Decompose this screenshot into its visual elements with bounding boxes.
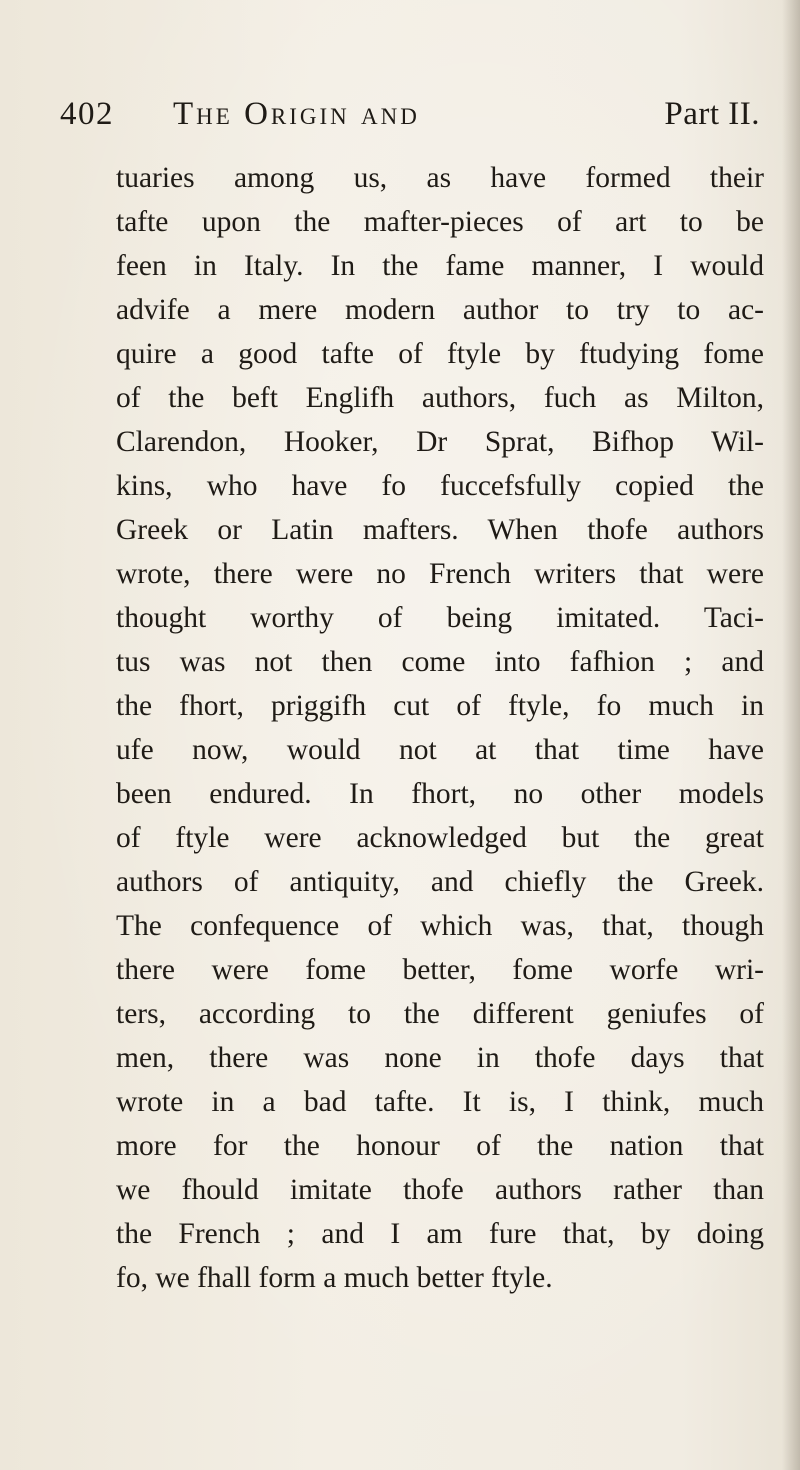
text-line: quire a good tafte of ftyle by ftudying fome [116, 338, 764, 370]
text-line: the French ; and I am fure that, by doing [116, 1218, 764, 1250]
text-line: tafte upon the mafter-pieces of art to be [116, 206, 764, 238]
body-text [116, 156, 764, 1300]
text-line: authors of antiquity, and chiefly the Greek. [116, 866, 764, 898]
text-line: feen in Italy. In the fame manner, I would [116, 250, 764, 282]
text-line: Clarendon, Hooker, Dr Sprat, Bifhop Wil- [116, 426, 764, 458]
text-line: more for the honour of the nation that [116, 1130, 764, 1162]
text-line: advife a mere modern author to try to ac- [116, 294, 764, 326]
text-line: tus was not then come into fafhion ; and [116, 646, 764, 678]
text-line: ufe now, would not at that time have [116, 734, 764, 766]
text-line: fo, we fhall form a much better ftyle. [116, 1262, 553, 1294]
text-line: there were fome better, fome worfe wri- [116, 954, 764, 986]
text-line: the fhort, priggifh cut of ftyle, fo much in [116, 690, 764, 722]
text-line: we fhould imitate thofe authors rather than [116, 1174, 764, 1206]
part-label: Part II. [664, 96, 760, 132]
page-edge-shadow [782, 0, 800, 1470]
text-line: Greek or Latin mafters. When thofe authors [116, 514, 764, 546]
text-line: thought worthy of being imitated. Taci- [116, 602, 764, 634]
text-line: The confequence of which was, that, though [116, 910, 764, 942]
text-line: tuaries among us, as have formed their [116, 162, 764, 194]
page-number: 402 [60, 96, 114, 132]
text-line: kins, who have fo fuccefsfully copied the [116, 470, 764, 502]
running-header [60, 96, 760, 140]
text-line: been endured. In fhort, no other models [116, 778, 764, 810]
text-line: wrote, there were no French writers that were [116, 558, 764, 590]
text-line: of ftyle were acknowledged but the great [116, 822, 764, 854]
text-line: ters, according to the different geniufes of [116, 998, 764, 1030]
text-line: wrote in a bad tafte. It is, I think, much [116, 1086, 764, 1118]
text-line: of the beft Englifh authors, fuch as Milton, [116, 382, 764, 414]
running-title: The Origin and [173, 96, 420, 132]
text-line: men, there was none in thofe days that [116, 1042, 764, 1074]
